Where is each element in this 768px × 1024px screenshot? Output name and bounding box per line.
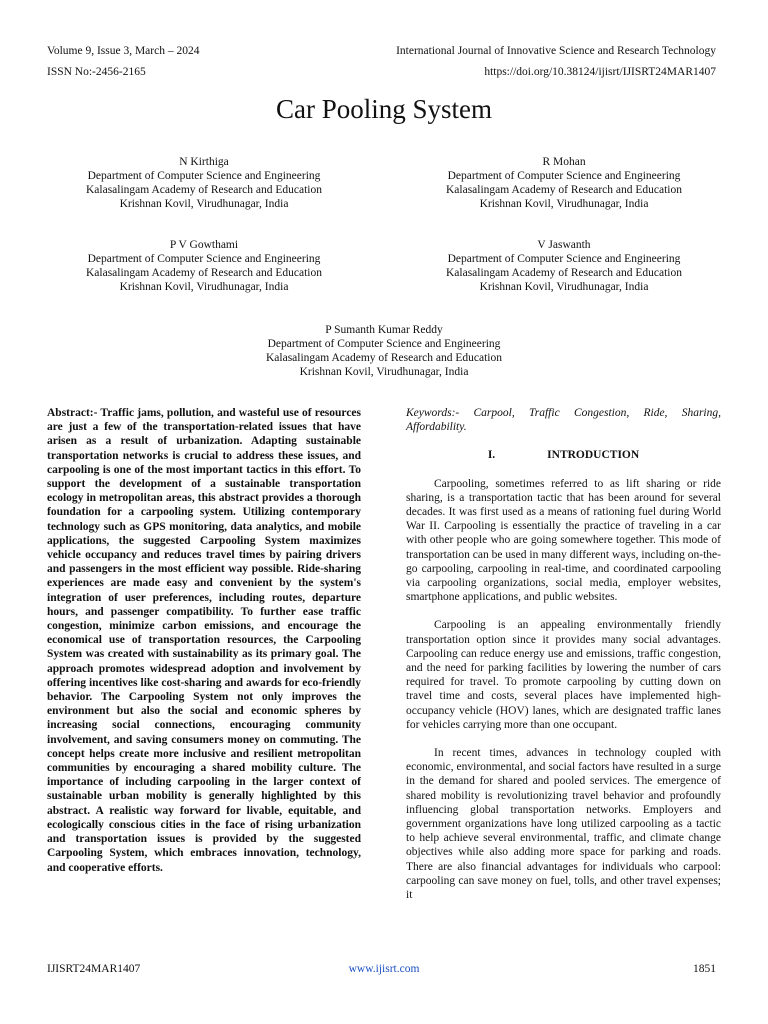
author-name: R Mohan (542, 156, 586, 168)
author-institution: Kalasalingam Academy of Research and Education (446, 184, 682, 196)
paper-title: Car Pooling System (275, 94, 492, 124)
section-title: INTRODUCTION (547, 449, 640, 462)
abstract: Abstract:- Traffic jams, pollution, and wasteful use of resources are just a few of the transportation-related issues that have arisen as a result of urbanization. Adapting sustainable transportation networks is crucial to address these issues, and carpooling is one of the most important tactics in this effort. To support the development of a sustainable transportation ecology in metropolitan areas, this abstract provides a thorough foundation for a carpooling system. Utilizing contemporary technology such as GPS monitoring, data analytics, and mobile applications, the suggested Carpooling System maximizes vehicle occupancy and reduces travel times by pairing drivers and passengers in the most efficient way possible. Ride-sharing experiences are made easy and convenient by the system's integration of user preferences, including routes, departure hours, and passenger compatibility. To further ease traffic congestion, minimize carbon emissions, and encourage the economical use of transportation resources, the Carpooling System was created with sustainability as its primary goal. The approach promotes widespread adoption and involvement by offering incentives like cost-sharing and awards for eco-friendly behavior. The Carpooling System not only improves the environment but also the social and economic spheres by increasing social connections, encouraging community involvement, and saving consumers money on commuting. The concept helps create more inclusive and resilient metropolitan communities by encouraging a shared mobility culture. The importance of including carpooling in the larger context of sustainable urban mobility is generally highlighted by this abstract. A realistic way forward for livable, equitable, and ecologically conscious cities in the face of rising urbanization and transportation issues is provided by the suggested Carpooling System, which embraces innovation, technology, and cooperative efforts. (47, 407, 361, 874)
author-institution: Kalasalingam Academy of Research and Education (446, 267, 682, 279)
section-heading (406, 448, 721, 462)
author-name: P V Gowthami (169, 239, 239, 251)
author-department: Department of Computer Science and Engineering (447, 170, 681, 182)
journal-name: International Journal of Innovative Science and Research Technology (396, 45, 716, 57)
author-block (54, 238, 354, 294)
author-department: Department of Computer Science and Engineering (87, 170, 321, 182)
author-department: Department of Computer Science and Engineering (447, 253, 681, 265)
author-location: Krishnan Kovil, Virudhunagar, India (479, 281, 649, 293)
author-location: Krishnan Kovil, Virudhunagar, India (119, 198, 289, 210)
author-name: P Sumanth Kumar Reddy (325, 324, 443, 336)
author-block (414, 155, 714, 211)
keywords: Keywords:- Carpool, Traffic Congestion, Ride, Sharing, Affordability. (406, 407, 721, 434)
author-block (414, 238, 714, 294)
author-name: N Kirthiga (179, 156, 229, 168)
body-paragraph: Carpooling is an appealing environmentally friendly transportation option since it provides many social advantages. Carpooling can reduce energy use and emissions, traffic congestion, and the need for parking facilities by lowering the number of cars required for travel. To promote carpooling by cutting down on travel time and costs, several places have implemented high-occupancy vehicle (HOV) lanes, which are designated traffic lanes for vehicles carrying more than one occupant. (406, 619, 721, 731)
body-paragraph: Carpooling, sometimes referred to as lift sharing or ride sharing, is a transportation tactic that has been around for several decades. It was first used as a means of rationing fuel during World War II. Carpooling is essentially the practice of traveling in a car with other people who are going somewhere together. This mode of transportation can be used in many different ways, including on-the-go carpooling, carpooling in real-time, and coordinated carpooling via carpooling organizations, social media, employer websites, smartphone applications, and public websites. (406, 477, 721, 604)
author-location: Krishnan Kovil, Virudhunagar, India (479, 198, 649, 210)
volume-issue: Volume 9, Issue 3, March – 2024 (47, 45, 200, 57)
author-block (234, 323, 534, 379)
body-paragraph: In recent times, advances in technology coupled with economic, environmental, and social factors have resulted in a surge in the demand for shared and pooled services. The emergence of shared mobility is revolutionizing travel behavior and profoundly influencing global transportation networks. Employers and government organizations have long utilized carpooling as a tactic to help achieve several environmental, traffic, and climate change objectives while also adding more space for parking and roads. There are also financial advantages for individuals who carpool: carpooling can save money on fuel, tolls, and other travel expenses; it (406, 747, 721, 902)
author-institution: Kalasalingam Academy of Research and Education (86, 184, 322, 196)
paper-code: IJISRT24MAR1407 (47, 963, 141, 975)
author-institution: Kalasalingam Academy of Research and Education (266, 352, 502, 364)
issn: ISSN No:-2456-2165 (47, 66, 146, 78)
section-number: I. (487, 449, 496, 462)
author-location: Krishnan Kovil, Virudhunagar, India (119, 281, 289, 293)
author-institution: Kalasalingam Academy of Research and Education (86, 267, 322, 279)
author-block (54, 155, 354, 211)
doi-link[interactable]: https://doi.org/10.38124/ijisrt/IJISRT24MAR1407 (484, 66, 716, 78)
page-number: 1851 (693, 963, 716, 975)
journal-website-link[interactable]: www.ijisrt.com (348, 963, 420, 975)
author-location: Krishnan Kovil, Virudhunagar, India (299, 366, 469, 378)
author-name: V Jaswanth (537, 239, 591, 251)
right-column (406, 406, 721, 902)
author-department: Department of Computer Science and Engineering (267, 338, 501, 350)
author-department: Department of Computer Science and Engineering (87, 253, 321, 265)
